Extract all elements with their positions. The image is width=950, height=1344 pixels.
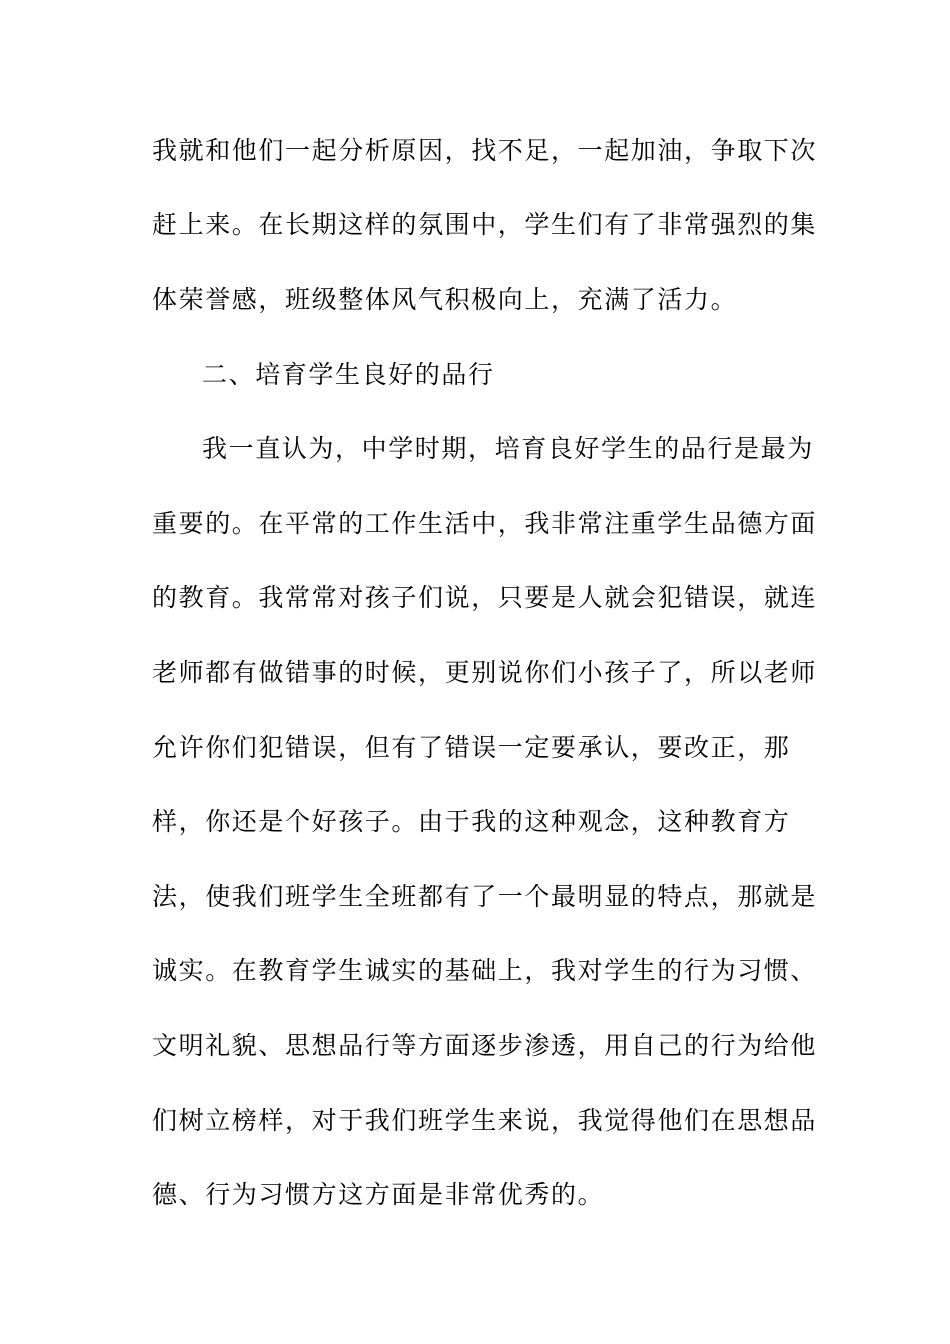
text-line: 重要的。在平常的工作生活中，我非常注重学生品德方面 xyxy=(152,509,818,538)
text-line: 的教育。我常常对孩子们说，只要是人就会犯错误，就连 xyxy=(152,583,818,612)
text-line: 法，使我们班学生全班都有了一个最明显的特点，那就是 xyxy=(152,882,818,911)
text-line: 们树立榜样，对于我们班学生来说，我觉得他们在思想品 xyxy=(152,1106,818,1135)
text-line: 样，你还是个好孩子。由于我的这种观念，这种教育方 xyxy=(152,807,791,836)
text-line: 文明礼貌、思想品行等方面逐步渗透，用自己的行为给他 xyxy=(152,1031,818,1060)
text-line: 体荣誉感，班级整体风气积极向上，充满了活力。 xyxy=(152,285,738,314)
text-line: 诚实。在教育学生诚实的基础上，我对学生的行为习惯、 xyxy=(152,956,818,985)
section-heading: 二、培育学生良好的品行 xyxy=(202,360,495,389)
text-line: 老师都有做错事的时候，更别说你们小孩子了，所以老师 xyxy=(152,658,818,687)
text-line: 我就和他们一起分析原因，找不足，一起加油，争取下次 xyxy=(152,136,818,165)
text-line: 赶上来。在长期这样的氛围中，学生们有了非常强烈的集 xyxy=(152,210,818,239)
text-line: 允许你们犯错误，但有了错误一定要承认，要改正，那 xyxy=(152,733,791,762)
text-line: 德、行为习惯方这方面是非常优秀的。 xyxy=(152,1180,605,1209)
text-line: 我一直认为，中学时期，培育良好学生的品行是最为 xyxy=(202,434,814,463)
